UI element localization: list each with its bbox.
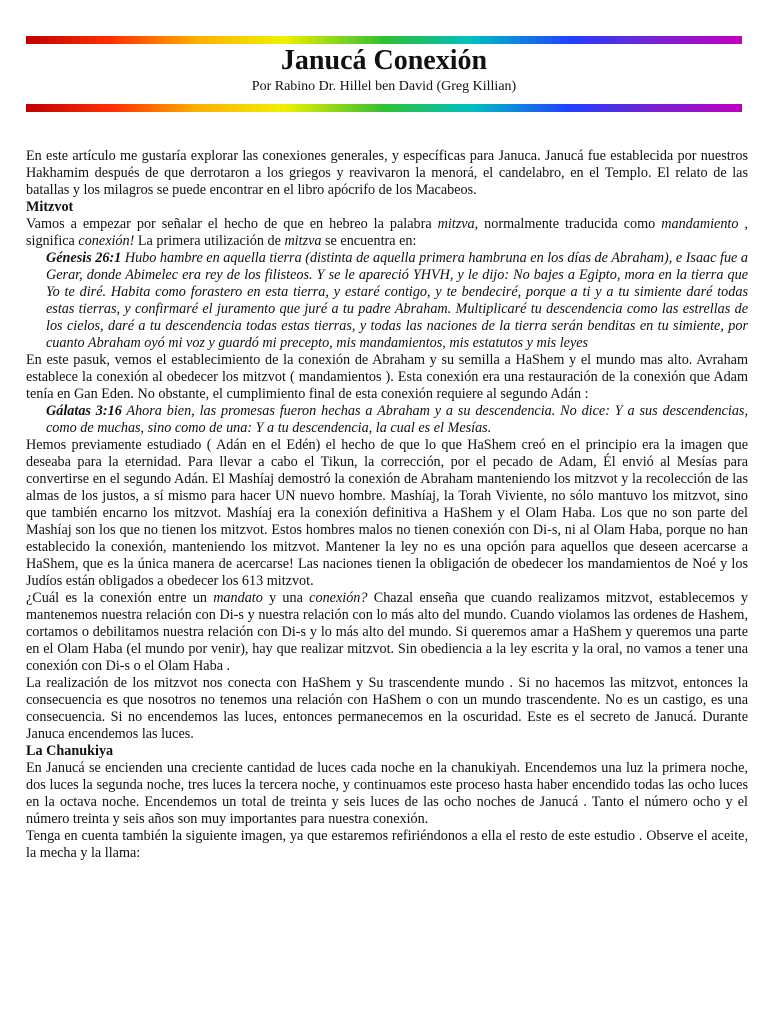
emphasis-conexion: conexión! bbox=[78, 233, 135, 249]
hemos-paragraph: Hemos previamente estudiado ( Adán en el Edén) el hecho de que lo que HaShem creó en el principio era la imagen que deseaba para la eternidad. Para llevar a cabo el Tikun, la corrección, por el pecado de Adam, Él envió al Mesías para convertirse en el segundo Adán. El Mashíaj demostró la conexión de Abraham manteniendo los mitzvot y la recolección de las almas de los justos, a sí mismo para hacer UN nuevo hombre. Mashíaj, la Torah Viviente, no sólo mantuvo los mitzvot, sino que también encarno los mitzvot. Mashíaj era la conexión definitiva a HaShem y el Olam Haba. Los que no son parte del Mashíaj son los que no tienen los mitzvot. Estos hombres malos no tienen conexión con Di-s, ni al Olam Haba, porque no han establecido la conexión, manteniendo los mitzvot. Mantener la ley no es una opción para aquellos que deseen acercarse a HaShem, que es la única manera de acercarse! Las naciones tienen la obligación de obedecer los mandamientos de Noé y los Judíos están obligados a obedecer los 613 mitzvot. bbox=[26, 437, 748, 589]
emphasis-mandamiento: mandamiento bbox=[661, 216, 739, 232]
emphasis-conexion: conexión? bbox=[309, 590, 368, 606]
section-heading-chanukiya: La Chanukiya bbox=[26, 743, 114, 759]
author-subtitle: Por Rabino Dr. Hillel ben David (Greg Killian) bbox=[251, 79, 517, 94]
text-run: Chazal enseña que cuando realizamos mitzvot, establecemos y mantenemos nuestra relación con Di-s y nuestra relación con lo más alto del mundo. Cuando violamos las ordenes de Hashem, cortamos o debilitamos nuestra relación con Di-s y lo más alto del mundo. Si queremos amar a HaShem y queremos una parte en el Olam Haba (el mundo por venir), hay que realizar mitzvot. Sin obediencia a la ley escrita y la oral, no vamos a tener una conexión con Di-s o el Olam Haba . bbox=[26, 590, 748, 674]
text-run: , significa bbox=[26, 216, 748, 249]
text-run: ¿Cuál es la conexión entre un bbox=[26, 590, 214, 606]
quote-text: Hubo hambre en aquella tierra (distinta de aquella primera hambruna en los días de Abraham), e Isaac fue a Gerar, donde Abimelec era rey de los filisteos. Y se le apareció YHVH, y le dijo: No bajes a Egipto, mora en la tierra que Yo te diré. Habita como forastero en esta tierra, y estaré contigo, y te bendeciré, porque a ti y a tu simiente daré todas estas tierras, y confirmaré el juramento que juré a tu padre Abraham. Multiplicaré tu descendencia como las estrellas de los cielos, daré a tu descendencia todas estas tierras, y todas las naciones de la tierra serán benditas en tu simiente, por cuanto Abraham oyó mi voz y guardó mi precepto, mis mandamientos, mis estatutos y mis leyes bbox=[46, 250, 748, 351]
article-body bbox=[26, 148, 748, 862]
cual-paragraph bbox=[26, 590, 748, 675]
quote-genesis bbox=[46, 250, 748, 352]
text-run: La primera utilización de bbox=[134, 233, 285, 249]
januca-paragraph: En Janucá se encienden una creciente cantidad de luces cada noche en la chanukiyah. Encendemos una luz la primera noche, dos luces la segunda noche, tres luces la tercera noche, y continuamos este proceso hasta haber encendido todas las ocho luces en la octava noche. Encendemos un total de treinta y seis luces de las ocho noches de Janucá . Tanto el número ocho y el número treinta y seis años son muy importantes para nuestra conexión. bbox=[26, 760, 748, 827]
emphasis-mandato: mandato bbox=[213, 590, 263, 606]
text-run: se encuentra en: bbox=[321, 233, 417, 249]
text-run: Vamos a empezar por señalar el hecho de que en hebreo la palabra bbox=[26, 216, 438, 232]
page-title: Janucá Conexión bbox=[280, 45, 488, 76]
emphasis-mitzva: mitzva bbox=[437, 216, 475, 232]
rainbow-divider-top bbox=[26, 36, 742, 44]
text-run: , normalmente traducida como bbox=[474, 216, 662, 232]
quote-reference: Génesis 26:1 bbox=[46, 250, 122, 266]
tenga-paragraph: Tenga en cuenta también la siguiente imagen, ya que estaremos refiriéndonos a ella el resto de este estudio . Observe el aceite, la mecha y la llama: bbox=[26, 828, 748, 861]
quote-text: Ahora bien, las promesas fueron hechas a Abraham y a su descendencia. No dice: Y a sus descendencias, como de muchas, sino como de una: Y a tu descendencia, la cual es el Mesías. bbox=[46, 403, 749, 436]
rainbow-divider-bottom bbox=[26, 104, 742, 112]
pasuk-paragraph: En este pasuk, vemos el establecimiento de la conexión de Abraham y su semilla a HaShem y el mundo mas alto. Avraham establece la conexión al obedecer los mitzvot ( mandamientos ). Esta conexión era una restauración de la conexión que Adam tenía en Gan Eden. No obstante, el cumplimiento final de esta conexión requiere al segundo Adán : bbox=[26, 352, 748, 402]
quote-galatas bbox=[46, 403, 748, 437]
mitzvot-paragraph bbox=[26, 216, 748, 250]
quote-reference: Gálatas 3:16 bbox=[46, 403, 122, 419]
emphasis-mitzva: mitzva bbox=[284, 233, 322, 249]
realizacion-paragraph: La realización de los mitzvot nos conecta con HaShem y Su trascendente mundo . Si no hacemos las mitzvot, entonces la consecuencia es que nosotros no tenemos una relación con HaShem o con un mundo trascendente. No es un castigo, es una consecuencia. Si no encendemos las luces, entonces permanecemos en la oscuridad. Este es el secreto de Janucá. Durante Januca encendemos las luces. bbox=[26, 675, 748, 742]
section-heading-mitzvot: Mitzvot bbox=[26, 199, 74, 215]
intro-paragraph: En este artículo me gustaría explorar las conexiones generales, y específicas para Januca. Janucá fue establecida por nuestros Hakhamim después de que derrotaron a los griegos y reavivaron la menorá, el candelabro, en el Templo. El relato de las batallas y los milagros se puede encontrar en el libro apócrifo de los Macabeos. bbox=[26, 148, 748, 198]
text-run: y una bbox=[262, 590, 310, 606]
